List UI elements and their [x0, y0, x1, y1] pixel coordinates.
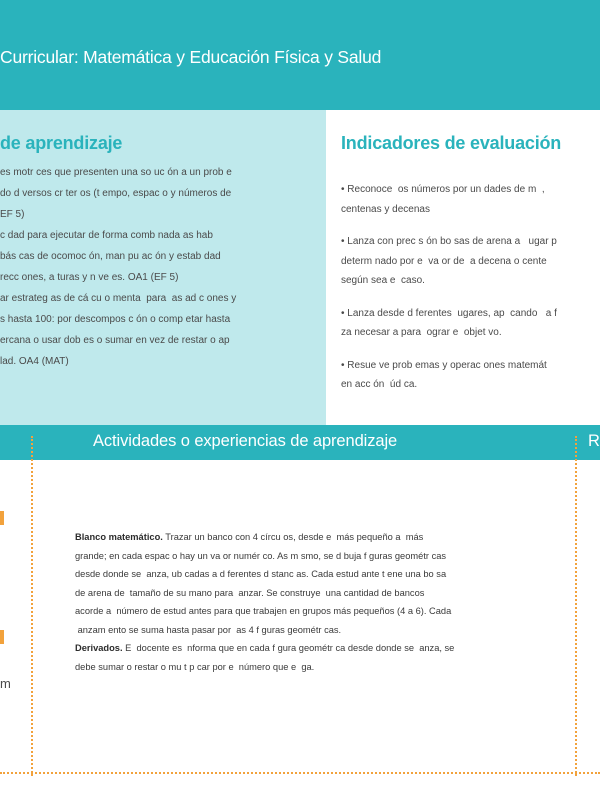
orange-mark: [0, 630, 4, 644]
resources-heading-fragment: R: [588, 432, 600, 450]
activity-text-derivados: E docente es nforma que en cada f gura geométr ca desde donde se anza, se debe sumar o restar o mu t p car por e número que e ga.: [75, 643, 455, 672]
indicators-list: [341, 180, 600, 408]
left-dotted-divider: [31, 436, 33, 776]
activity-text-blanco: Trazar un banco con 4 círcu os, desde e más pequeño a más grande; en cada espac o hay un va or numér co. As m smo, se d buja f guras geométr cas desde donde se anza, ub cadas a d ferentes d stanc as. Cada estud ante t ene una bo sa de arena de tamaño de su mano para anzar. Se construye una cantidad de bancos acorde a número de estud antes para que trabajen en grupos más pequeños (4 a 6). Cada anzam ento se suma hasta pasar por as 4 f guras geométr cas.: [75, 532, 452, 635]
indicators-panel: [326, 110, 600, 425]
activity-label-derivados: Derivados.: [75, 643, 123, 653]
page-title: Curricular: Matemática y Educación Física y Salud: [0, 47, 382, 67]
activity-description: [75, 528, 527, 676]
activities-heading: Actividades o experiencias de aprendizaje: [93, 432, 398, 450]
indicator-item: • Reconoce os números por un dades de m , centenas y decenas: [341, 184, 545, 215]
right-dotted-divider: [575, 436, 577, 776]
indicator-item: • Lanza desde d ferentes ugares, ap cando a f za necesar a para ograr e objet vo.: [341, 307, 557, 338]
edge-text-fragment: m: [0, 676, 11, 691]
indicator-item: • Resue ve prob emas y operac ones matemát en acc ón úd ca.: [341, 359, 547, 390]
indicator-item: • Lanza con prec s ón bo sas de arena a ugar p determ nado por e va or de a decena o cente según sea e caso.: [341, 236, 557, 286]
objectives-text: es motr ces que presenten una so uc ón a un prob e do d versos cr ter os (t empo, espac o y números de EF 5) c dad para ejecutar de forma comb nada as hab bás cas de ocomoc ón, man pu ac ón y estab dad recc ones, a turas y n ve es. OA1 (EF 5) ar estrateg as de cá cu o menta para as ad c ones y s hasta 100: por descompos c ón o comp etar hasta ercana o usar dob es o sumar en vez de restar o ap lad. OA4 (MAT): [0, 167, 237, 367]
objectives-panel: [0, 110, 326, 425]
activities-band: [0, 425, 600, 460]
header-band: [0, 0, 600, 110]
activity-label-blanco: Blanco matemático.: [75, 532, 163, 542]
indicators-heading: Indicadores de evaluación: [341, 133, 562, 153]
bottom-dotted-divider: [0, 772, 600, 774]
objectives-heading: de aprendizaje: [0, 133, 123, 153]
orange-mark: [0, 511, 4, 525]
